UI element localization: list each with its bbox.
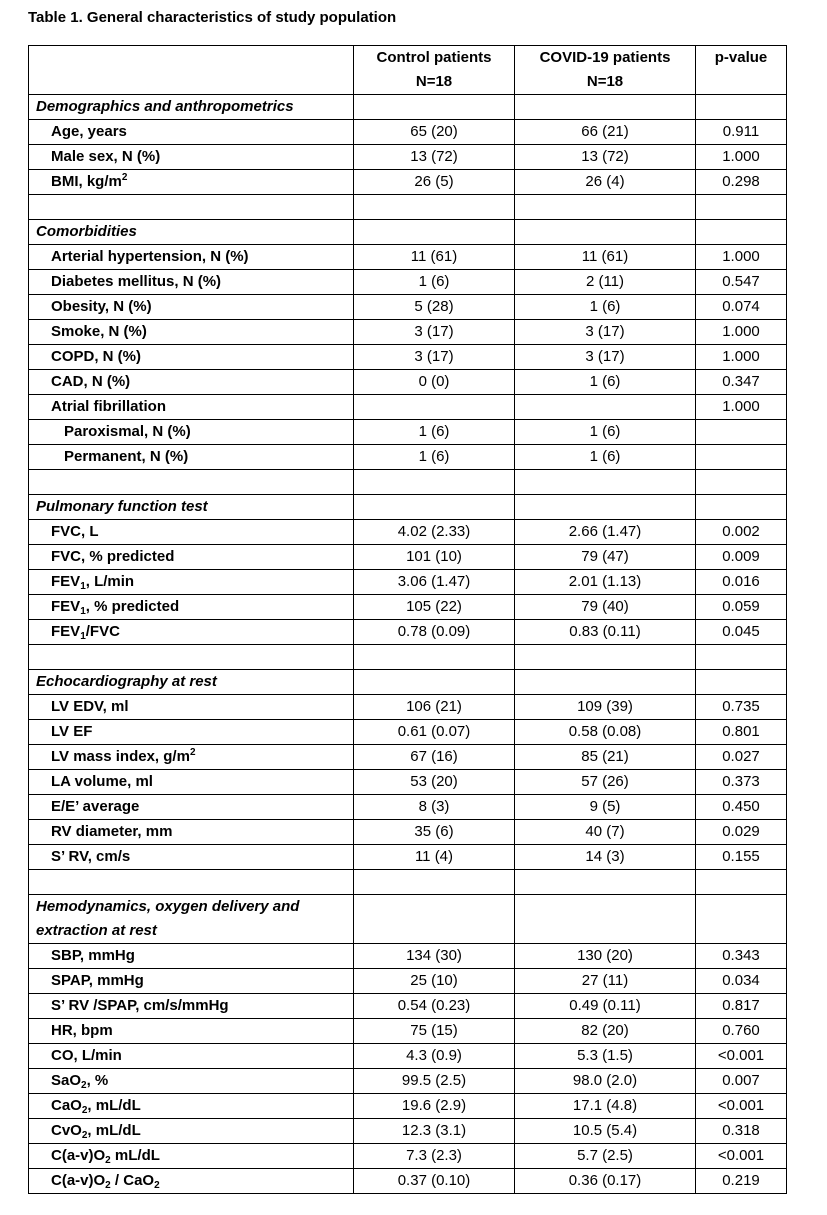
header-covid-n: N=18 xyxy=(586,73,624,90)
row-label-subscript: 2 xyxy=(105,1155,111,1166)
row-label: Obesity, N (%) xyxy=(29,295,354,320)
row-label-text: C(a-v)O xyxy=(51,1147,106,1164)
empty-cell xyxy=(696,495,787,520)
row-label-text: mL/dL xyxy=(110,1147,160,1164)
section-heading xyxy=(29,895,354,944)
row-label-text: , % xyxy=(86,1072,109,1089)
table-row xyxy=(29,1069,787,1094)
row-label xyxy=(29,595,354,620)
empty-cell xyxy=(354,220,515,245)
row-label xyxy=(29,570,354,595)
covid-value: 1 (6) xyxy=(515,370,696,395)
p-value: <0.001 xyxy=(696,1094,787,1119)
table-row xyxy=(29,270,787,295)
control-value: 35 (6) xyxy=(354,820,515,845)
spacer-row xyxy=(29,645,787,670)
row-label-text: , L/min xyxy=(85,573,135,590)
row-label: Age, years xyxy=(29,120,354,145)
empty-cell xyxy=(354,895,515,944)
table-title: Table 1. General characteristics of study population xyxy=(28,9,397,26)
control-value: 0.37 (0.10) xyxy=(354,1169,515,1194)
row-label-superscript: 2 xyxy=(189,747,196,758)
spacer-row xyxy=(29,470,787,495)
covid-value: 11 (61) xyxy=(515,245,696,270)
p-value: 0.911 xyxy=(696,120,787,145)
control-value: 4.3 (0.9) xyxy=(354,1044,515,1069)
covid-value: 57 (26) xyxy=(515,770,696,795)
control-value: 3.06 (1.47) xyxy=(354,570,515,595)
header-empty-cell xyxy=(29,46,354,95)
row-label xyxy=(29,1094,354,1119)
p-value: 1.000 xyxy=(696,245,787,270)
table-row xyxy=(29,545,787,570)
control-value: 99.5 (2.5) xyxy=(354,1069,515,1094)
p-value: 1.000 xyxy=(696,145,787,170)
covid-value: 82 (20) xyxy=(515,1019,696,1044)
control-value: 11 (4) xyxy=(354,845,515,870)
row-label-text: BMI, kg/m xyxy=(51,173,122,190)
header-row xyxy=(29,46,787,95)
row-label-text: LV mass index, g/m xyxy=(51,748,190,765)
row-label-text: , % predicted xyxy=(85,598,180,615)
empty-cell xyxy=(696,895,787,944)
table-row xyxy=(29,395,787,420)
row-label: Atrial fibrillation xyxy=(29,395,354,420)
control-value: 11 (61) xyxy=(354,245,515,270)
section-row xyxy=(29,895,787,944)
empty-cell xyxy=(696,870,787,895)
p-value: 0.002 xyxy=(696,520,787,545)
empty-cell xyxy=(29,645,354,670)
table-row xyxy=(29,1019,787,1044)
covid-value: 79 (40) xyxy=(515,595,696,620)
section-heading-line: extraction at rest xyxy=(36,922,157,939)
row-label-text: C(a-v)O xyxy=(51,1172,106,1189)
covid-value: 98.0 (2.0) xyxy=(515,1069,696,1094)
empty-cell xyxy=(29,195,354,220)
table-row xyxy=(29,1169,787,1194)
p-value: 0.760 xyxy=(696,1019,787,1044)
empty-cell xyxy=(354,95,515,120)
empty-cell xyxy=(515,495,696,520)
p-value: 0.343 xyxy=(696,944,787,969)
p-value: <0.001 xyxy=(696,1044,787,1069)
row-label: Male sex, N (%) xyxy=(29,145,354,170)
table-row xyxy=(29,445,787,470)
row-label-text: SaO xyxy=(51,1072,82,1089)
section-heading: Pulmonary function test xyxy=(29,495,354,520)
covid-value xyxy=(515,395,696,420)
p-value: 0.074 xyxy=(696,295,787,320)
empty-cell xyxy=(515,870,696,895)
covid-value: 40 (7) xyxy=(515,820,696,845)
covid-value: 0.83 (0.11) xyxy=(515,620,696,645)
control-value: 5 (28) xyxy=(354,295,515,320)
empty-cell xyxy=(29,470,354,495)
covid-value: 0.36 (0.17) xyxy=(515,1169,696,1194)
empty-cell xyxy=(696,470,787,495)
covid-value: 85 (21) xyxy=(515,745,696,770)
p-value: 0.029 xyxy=(696,820,787,845)
row-label: Arterial hypertension, N (%) xyxy=(29,245,354,270)
row-label-text: CaO xyxy=(51,1097,82,1114)
spacer-row xyxy=(29,870,787,895)
p-value: 0.298 xyxy=(696,170,787,195)
row-label: RV diameter, mm xyxy=(29,820,354,845)
p-value: 0.155 xyxy=(696,845,787,870)
control-value: 53 (20) xyxy=(354,770,515,795)
row-label-text: / CaO xyxy=(110,1172,155,1189)
table-row xyxy=(29,845,787,870)
empty-cell xyxy=(696,95,787,120)
table-row xyxy=(29,420,787,445)
table-row xyxy=(29,370,787,395)
table-row xyxy=(29,745,787,770)
row-label: SPAP, mmHg xyxy=(29,969,354,994)
empty-cell xyxy=(354,870,515,895)
row-label-text: /FVC xyxy=(85,623,120,640)
row-label: E/E’ average xyxy=(29,795,354,820)
empty-cell xyxy=(515,220,696,245)
row-label-subscript: 2 xyxy=(105,1180,111,1191)
table-row xyxy=(29,795,787,820)
empty-cell xyxy=(354,195,515,220)
covid-value: 2.66 (1.47) xyxy=(515,520,696,545)
p-value: 0.450 xyxy=(696,795,787,820)
header-control-title: Control patients xyxy=(376,49,492,66)
row-label-text: , mL/dL xyxy=(87,1122,141,1139)
row-label: Diabetes mellitus, N (%) xyxy=(29,270,354,295)
table-row xyxy=(29,295,787,320)
covid-value: 0.49 (0.11) xyxy=(515,994,696,1019)
p-value: 0.059 xyxy=(696,595,787,620)
control-value xyxy=(354,395,515,420)
p-value: 0.009 xyxy=(696,545,787,570)
spacer-row xyxy=(29,195,787,220)
empty-cell xyxy=(696,220,787,245)
table-row xyxy=(29,969,787,994)
section-row xyxy=(29,220,787,245)
empty-cell xyxy=(354,645,515,670)
table-row xyxy=(29,320,787,345)
covid-value: 0.58 (0.08) xyxy=(515,720,696,745)
empty-cell xyxy=(354,670,515,695)
table-row xyxy=(29,944,787,969)
covid-value: 1 (6) xyxy=(515,420,696,445)
covid-value: 2.01 (1.13) xyxy=(515,570,696,595)
table-row xyxy=(29,170,787,195)
table-row xyxy=(29,145,787,170)
table-row xyxy=(29,345,787,370)
empty-cell xyxy=(515,670,696,695)
control-value: 3 (17) xyxy=(354,345,515,370)
empty-cell xyxy=(354,495,515,520)
header-control xyxy=(354,46,515,95)
covid-value: 1 (6) xyxy=(515,295,696,320)
row-label-superscript: 2 xyxy=(121,172,128,183)
row-label-subscript: 2 xyxy=(81,1130,88,1141)
covid-value: 66 (21) xyxy=(515,120,696,145)
empty-cell xyxy=(696,195,787,220)
empty-cell xyxy=(515,895,696,944)
table-row xyxy=(29,820,787,845)
row-label-subscript: 2 xyxy=(154,1180,160,1191)
table-row xyxy=(29,770,787,795)
p-value: 0.735 xyxy=(696,695,787,720)
row-label-subscript: 2 xyxy=(81,1080,87,1091)
control-value: 101 (10) xyxy=(354,545,515,570)
control-value: 19.6 (2.9) xyxy=(354,1094,515,1119)
covid-value: 79 (47) xyxy=(515,545,696,570)
table-row xyxy=(29,620,787,645)
table-row xyxy=(29,120,787,145)
control-value: 105 (22) xyxy=(354,595,515,620)
row-label-text: CvO xyxy=(51,1122,82,1139)
control-value: 0 (0) xyxy=(354,370,515,395)
control-value: 0.54 (0.23) xyxy=(354,994,515,1019)
control-value: 0.78 (0.09) xyxy=(354,620,515,645)
row-label: S’ RV, cm/s xyxy=(29,845,354,870)
section-row xyxy=(29,670,787,695)
row-label: LA volume, ml xyxy=(29,770,354,795)
table-row xyxy=(29,720,787,745)
control-value: 1 (6) xyxy=(354,445,515,470)
header-covid xyxy=(515,46,696,95)
empty-cell xyxy=(515,645,696,670)
section-row xyxy=(29,95,787,120)
empty-cell xyxy=(29,870,354,895)
control-value: 3 (17) xyxy=(354,320,515,345)
covid-value: 17.1 (4.8) xyxy=(515,1094,696,1119)
p-value: 0.045 xyxy=(696,620,787,645)
p-value: 0.034 xyxy=(696,969,787,994)
covid-value: 13 (72) xyxy=(515,145,696,170)
covid-value: 130 (20) xyxy=(515,944,696,969)
row-label-text: FEV xyxy=(51,598,81,615)
covid-value: 5.7 (2.5) xyxy=(515,1144,696,1169)
p-value: 0.219 xyxy=(696,1169,787,1194)
row-label: Smoke, N (%) xyxy=(29,320,354,345)
covid-value: 5.3 (1.5) xyxy=(515,1044,696,1069)
header-covid-title: COVID-19 patients xyxy=(539,49,671,66)
empty-cell xyxy=(515,470,696,495)
row-label: CO, L/min xyxy=(29,1044,354,1069)
control-value: 13 (72) xyxy=(354,145,515,170)
row-label-subscript: 2 xyxy=(81,1105,88,1116)
control-value: 25 (10) xyxy=(354,969,515,994)
control-value: 0.61 (0.07) xyxy=(354,720,515,745)
control-value: 1 (6) xyxy=(354,270,515,295)
p-value: 0.817 xyxy=(696,994,787,1019)
row-label xyxy=(29,1069,354,1094)
p-value: 0.347 xyxy=(696,370,787,395)
table-row xyxy=(29,570,787,595)
row-label xyxy=(29,1144,354,1169)
row-label: Paroxismal, N (%) xyxy=(29,420,354,445)
row-label: FVC, L xyxy=(29,520,354,545)
row-label xyxy=(29,620,354,645)
row-label xyxy=(29,1119,354,1144)
row-label-subscript: 1 xyxy=(80,606,86,617)
row-label: COPD, N (%) xyxy=(29,345,354,370)
p-value: <0.001 xyxy=(696,1144,787,1169)
header-control-n: N=18 xyxy=(415,73,453,90)
row-label: LV EF xyxy=(29,720,354,745)
section-row xyxy=(29,495,787,520)
covid-value: 1 (6) xyxy=(515,445,696,470)
row-label: FVC, % predicted xyxy=(29,545,354,570)
row-label xyxy=(29,1169,354,1194)
p-value xyxy=(696,420,787,445)
covid-value: 26 (4) xyxy=(515,170,696,195)
row-label: CAD, N (%) xyxy=(29,370,354,395)
table-row xyxy=(29,245,787,270)
control-value: 75 (15) xyxy=(354,1019,515,1044)
empty-cell xyxy=(515,195,696,220)
section-heading-line: Hemodynamics, oxygen delivery and xyxy=(36,898,300,915)
control-value: 106 (21) xyxy=(354,695,515,720)
row-label: SBP, mmHg xyxy=(29,944,354,969)
control-value: 134 (30) xyxy=(354,944,515,969)
row-label-text: , mL/dL xyxy=(87,1097,141,1114)
table-row xyxy=(29,1094,787,1119)
table-row xyxy=(29,994,787,1019)
covid-value: 3 (17) xyxy=(515,320,696,345)
table-row xyxy=(29,595,787,620)
p-value: 0.007 xyxy=(696,1069,787,1094)
row-label-text: FEV xyxy=(51,623,81,640)
row-label: HR, bpm xyxy=(29,1019,354,1044)
control-value: 26 (5) xyxy=(354,170,515,195)
control-value: 8 (3) xyxy=(354,795,515,820)
row-label: Permanent, N (%) xyxy=(29,445,354,470)
p-value: 0.318 xyxy=(696,1119,787,1144)
row-label: S’ RV /SPAP, cm/s/mmHg xyxy=(29,994,354,1019)
table-row xyxy=(29,520,787,545)
row-label xyxy=(29,745,354,770)
control-value: 12.3 (3.1) xyxy=(354,1119,515,1144)
section-heading: Echocardiography at rest xyxy=(29,670,354,695)
control-value: 4.02 (2.33) xyxy=(354,520,515,545)
p-value: 1.000 xyxy=(696,320,787,345)
row-label-text: FEV xyxy=(51,573,81,590)
covid-value: 2 (11) xyxy=(515,270,696,295)
characteristics-table xyxy=(28,45,787,1194)
row-label: LV EDV, ml xyxy=(29,695,354,720)
table-row xyxy=(29,1144,787,1169)
p-value: 1.000 xyxy=(696,345,787,370)
table-row xyxy=(29,1044,787,1069)
covid-value: 3 (17) xyxy=(515,345,696,370)
control-value: 1 (6) xyxy=(354,420,515,445)
empty-cell xyxy=(696,645,787,670)
control-value: 67 (16) xyxy=(354,745,515,770)
p-value: 1.000 xyxy=(696,395,787,420)
p-value: 0.027 xyxy=(696,745,787,770)
control-value: 65 (20) xyxy=(354,120,515,145)
p-value: 0.373 xyxy=(696,770,787,795)
p-value: 0.801 xyxy=(696,720,787,745)
row-label xyxy=(29,170,354,195)
covid-value: 109 (39) xyxy=(515,695,696,720)
section-heading: Comorbidities xyxy=(29,220,354,245)
empty-cell xyxy=(696,670,787,695)
row-label-subscript: 1 xyxy=(80,631,86,642)
p-value xyxy=(696,445,787,470)
covid-value: 14 (3) xyxy=(515,845,696,870)
covid-value: 9 (5) xyxy=(515,795,696,820)
table-row xyxy=(29,1119,787,1144)
header-p-value xyxy=(696,46,787,95)
table-row xyxy=(29,695,787,720)
p-value: 0.016 xyxy=(696,570,787,595)
row-label-subscript: 1 xyxy=(80,581,86,592)
header-p-value-label: p-value xyxy=(714,49,768,66)
empty-cell xyxy=(354,470,515,495)
empty-cell xyxy=(515,95,696,120)
p-value: 0.547 xyxy=(696,270,787,295)
covid-value: 10.5 (5.4) xyxy=(515,1119,696,1144)
control-value: 7.3 (2.3) xyxy=(354,1144,515,1169)
section-heading: Demographics and anthropometrics xyxy=(29,95,354,120)
covid-value: 27 (11) xyxy=(515,969,696,994)
